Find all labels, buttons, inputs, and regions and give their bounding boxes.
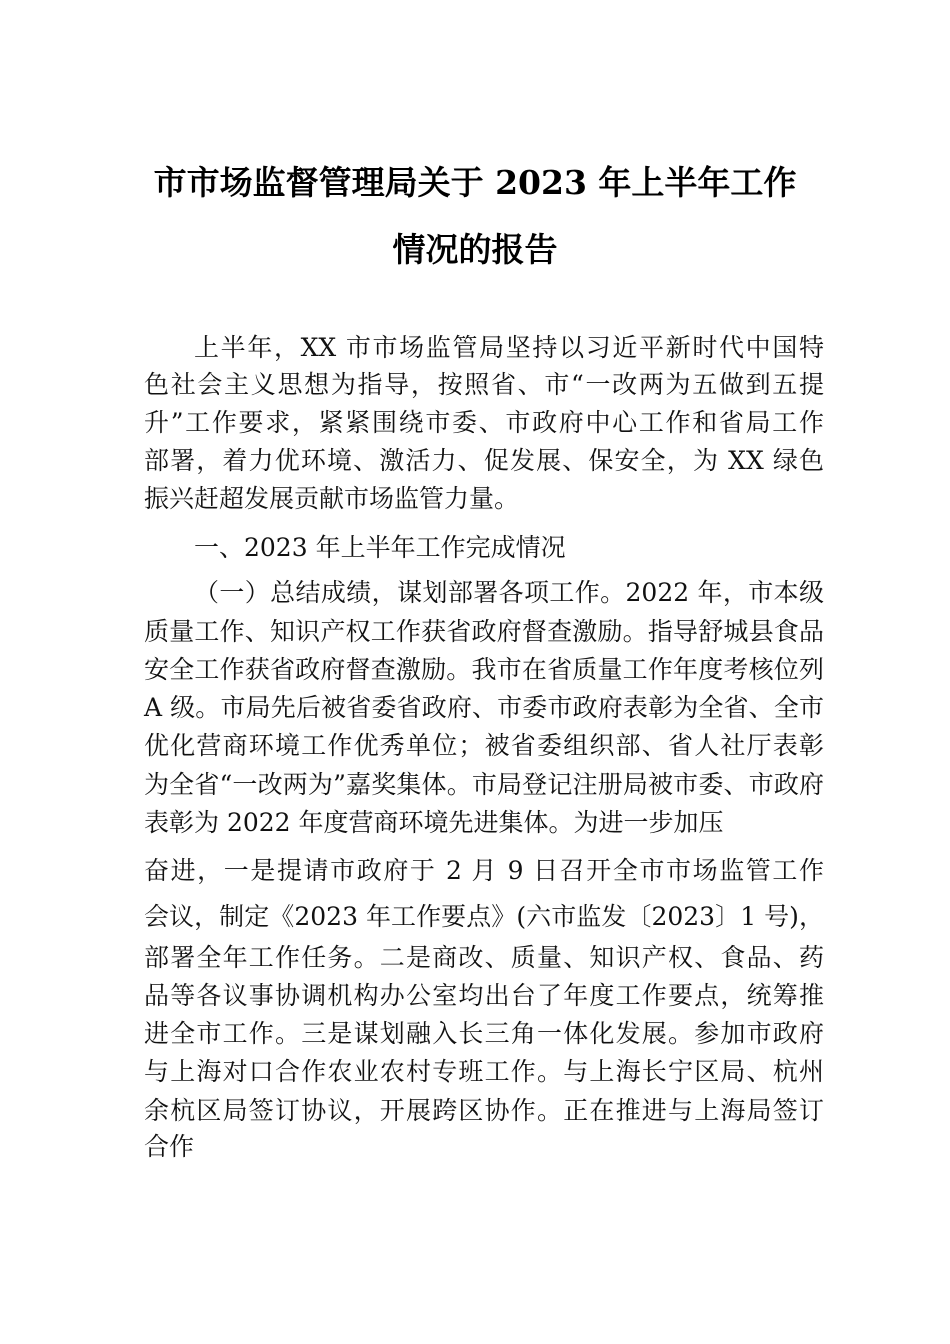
paragraph-line: 色社会主义思想为指导，按照省、市“一改两为五做到五提	[144, 370, 824, 399]
paragraph-line: 安全工作获省政府督查激励。我市在省质量工作年度考核位列	[144, 655, 824, 684]
paragraph-line: 质量工作、知识产权工作获省政府督查激励。指导舒城县食品	[144, 617, 824, 646]
paragraph-line: 表彰为 2022 年度营商环境先进集体。为进一步加压	[144, 808, 724, 837]
paragraph-line: 余杭区局签订协议，开展跨区协作。正在推进与上海局签订	[144, 1096, 824, 1125]
paragraph-line: 升”工作要求，紧紧围绕市委、市政府中心工作和省局工作	[144, 408, 824, 437]
paragraph-line: A 级。市局先后被省委省政府、市委市政府表彰为全省、全市	[144, 693, 824, 722]
paragraph-line: 振兴赶超发展贡献市场监管力量。	[144, 484, 520, 513]
paragraph-line: 为全省“一改两为”嘉奖集体。市局登记注册局被市委、市政府	[144, 770, 824, 799]
paragraph-line: 合作	[144, 1132, 195, 1161]
paragraph-line: 与上海对口合作农业农村专班工作。与上海长宁区局、杭州	[144, 1057, 824, 1086]
document-title-line-2: 情况的报告	[392, 230, 558, 269]
paragraph-line: 会议，制定《2023 年工作要点》(六市监发〔2023〕1 号)，	[144, 902, 824, 931]
paragraph-line: 进全市工作。三是谋划融入长三角一体化发展。参加市政府	[144, 1019, 824, 1048]
paragraph-line: 奋进，一是提请市政府于 2 月 9 日召开全市市场监管工作	[144, 856, 824, 885]
document-title-line-1: 市市场监督管理局关于 2023 年上半年工作	[153, 163, 797, 202]
section-heading: 一、2023 年上半年工作完成情况	[194, 533, 566, 562]
paragraph-line: 上半年，XX 市市场监管局坚持以习近平新时代中国特	[194, 333, 824, 362]
paragraph-line: （一）总结成绩，谋划部署各项工作。2022 年，市本级	[194, 578, 824, 607]
paragraph-line: 优化营商环境工作优秀单位；被省委组织部、省人社厅表彰	[144, 731, 824, 760]
paragraph-line: 部署全年工作任务。二是商改、质量、知识产权、食品、药	[144, 943, 824, 972]
paragraph-line: 部署，着力优环境、激活力、促发展、保安全，为 XX 绿色	[144, 446, 824, 475]
paragraph-line: 品等各议事协调机构办公室均出台了年度工作要点，统筹推	[144, 981, 824, 1010]
